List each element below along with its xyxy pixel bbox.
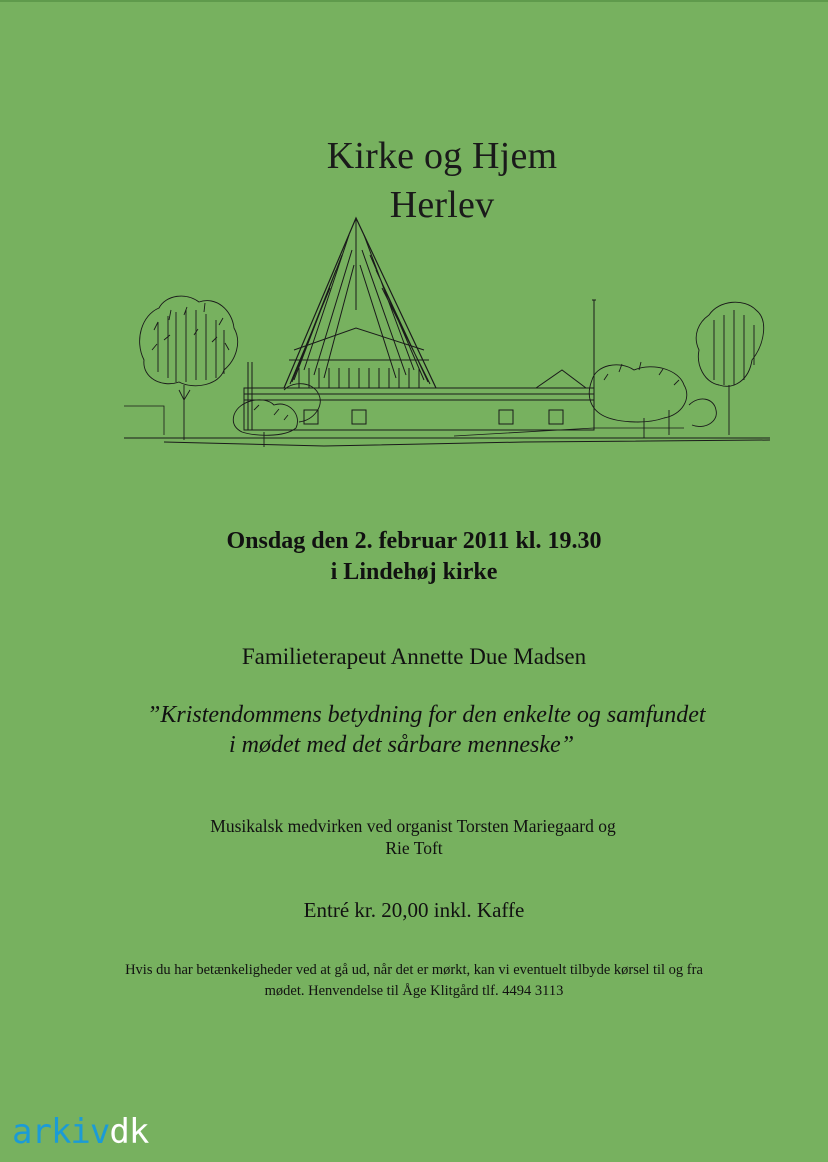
arkivdk-logo[interactable]: [12, 1112, 148, 1152]
event-place: i Lindehøj kirke: [330, 559, 498, 585]
event-date: Onsdag den 2. februar 2011 kl. 19.30: [226, 528, 602, 554]
page-top-edge: [0, 0, 828, 2]
talk-title-line-2: i mødet med det sårbare menneske”: [229, 732, 575, 758]
admission-price: Entré kr. 20,00 inkl. Kaffe: [303, 898, 525, 922]
talk-title-line-1: ”Kristendommens betydning for den enkelte og samfundet: [147, 702, 706, 728]
transport-note-line-2: mødet. Henvendelse til Åge Klitgård tlf. 4494 3113: [264, 983, 564, 999]
speaker-name: Familieterapeut Annette Due Madsen: [241, 644, 587, 669]
logo-part-arkiv: arkiv: [12, 1112, 110, 1152]
church-illustration: [124, 210, 770, 455]
logo-part-dk: dk: [109, 1112, 149, 1152]
music-line-1: Musikalsk medvirken ved organist Torsten Mariegaard og: [210, 816, 616, 836]
ground-line: [124, 438, 770, 446]
church-spire: [284, 218, 436, 388]
left-trees: [140, 296, 321, 447]
transport-note-line-1: Hvis du har betænkeligheder ved at gå ud, når det er mørkt, kan vi eventuelt tilbyde kørsel til og fra: [125, 962, 703, 978]
title-line-1: Kirke og Hjem: [326, 135, 558, 177]
music-line-2: Rie Toft: [385, 838, 443, 858]
flagpole: [592, 300, 596, 430]
right-trees: [589, 302, 763, 438]
title-line-2: Herlev: [389, 184, 495, 226]
